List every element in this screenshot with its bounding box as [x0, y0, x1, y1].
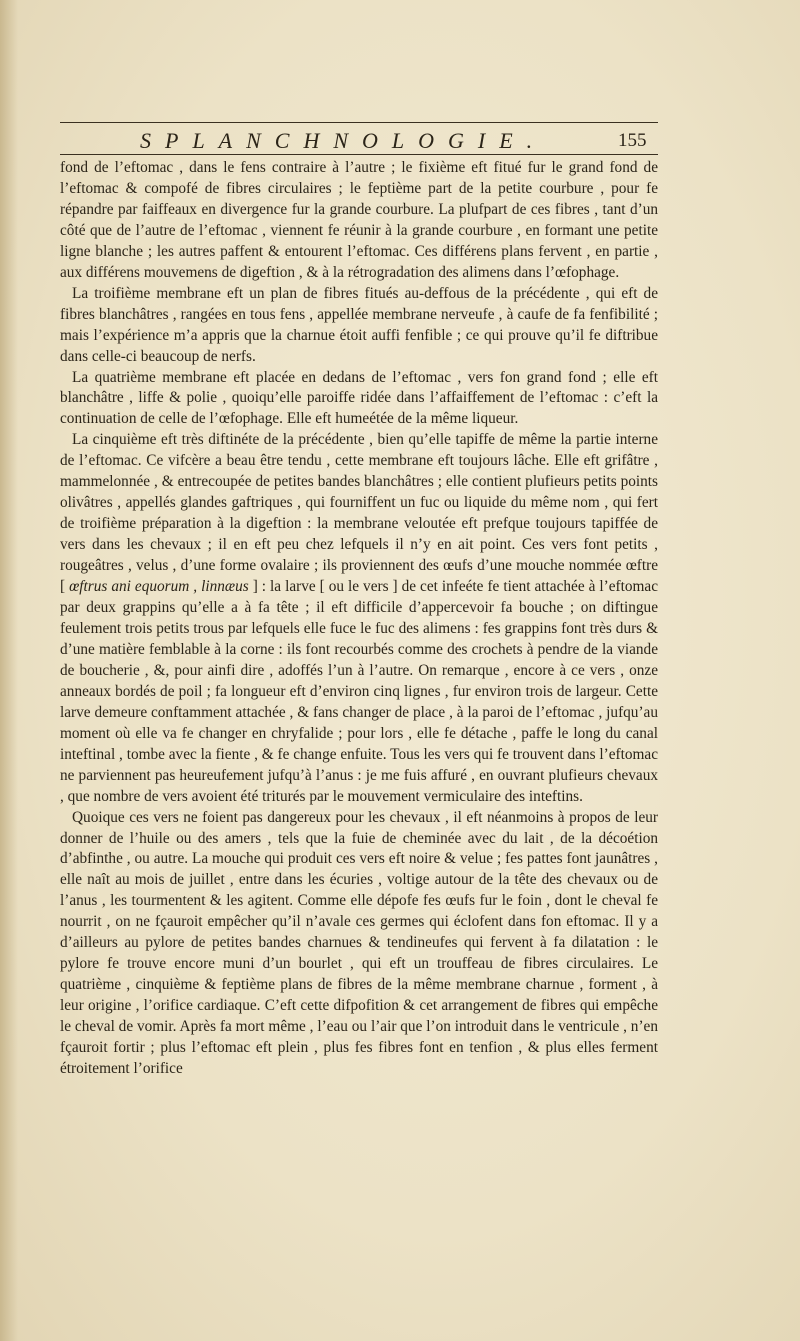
paragraph-4-part-1: La cinquième eft très diftinéte de la précédente , bien qu’elle tapiffe de même la partie interne de l’eftomac. Ce vifcère a beau être tendu , cette membrane eft toujours lâche. Elle eft grifâtre , mammelonnée , & entrecoupée de petites bandes blanchâtres ; elle contient plufieurs petits points olivâtres , appellés glandes gaftriques , qui fourniffent un fuc ou liquide du même nom , qui fert de troifième préparation à la digeftion : la membrane veloutée eft prefque toujours tapiffée de vers dans les chevaux ; il en eft peu chez lefquels il n’y en ait point. Ces vers font petits , rougeâtres , velus , d’une forme ovalaire ; ils proviennent des œufs d’une mouche nommée œftre [	[60, 431, 658, 596]
paragraph-4-part-2: ] : la larve [ ou le vers ] de cet infeéte fe tient attachée à l’eftomac par deux grappins qu’elle a à fa tête ; il eft difficile d’appercevoir fa bouche ; on diftingue feulement trois petits trous par lefquels elle fuce le fuc des alimens : fes grappins font très durs & d’une matière femblable à la corne : ils font recourbés comme des crochets à pendre de la viande de boucherie , &, pour ainfi dire , adoffés l’un à l’autre. On remarque , encore à ce vers , onze anneaux bordés de poil ; fa longueur eft d’environ cinq lignes , fur environ trois de largeur. Cette larve demeure conftamment attachée , & fans changer de place , à la paroi de l’eftomac , jufqu’au moment où elle va fe changer en chryfalide ; pour lors , elle fe détache , paffe le long du canal inteftinal , tombe avec la fiente , & fe change enfuite. Tous les vers qui fe trouvent dans l’eftomac ne parviennent pas heureufement jufqu’à l’anus : je me fuis affuré , en ouvrant plufieurs chevaux , que nombre de vers avoient été triturés par le mouvement vermiculaire des inteftins.	[60, 578, 658, 805]
paragraph-2: La troifième membrane eft un plan de fibres fitués au-deffous de la précédente , qui eft de fibres blanchâtres , rangées en tous fens , appellée membrane nerveufe , à caufe de fa fenfibilité ; mais l’expérience m’a appris que la charnue étoit auffi fenfible ; ce qui prouve qu’il fe diftribue dans celle-ci beaucoup de nerfs.	[60, 284, 658, 365]
running-head-title: SPLANCHNOLOGIE.	[140, 128, 547, 153]
header-rule-top	[60, 122, 658, 123]
paragraph-5: Quoique ces vers ne foient pas dangereux pour les chevaux , il eft néanmoins à propos de leur donner de l’huile ou des amers , tels que la fuie de cheminée avec du lait , de la décoétion d’abfinthe , ou autre. La mouche qui produit ces vers eft noire & velue ; fes pattes font jaunâtres , elle naît au mois de juillet , entre dans les écuries , voltige autour de la tête des chevaux ou de l’anus , les tourmentent & les agitent. Comme elle dépofe fes œufs fur le foin , dont le cheval fe nourrit , on ne fçauroit empêcher qu’il n’avale ces germes qui éclofent dans fon eftomac. Il y a d’ailleurs au pylore de petites bandes charnues & tendineufes qui fervent à fa dilatation : le pylore fe trouve encore muni d’un bourlet , qui eft un trouffeau de fibres circulaires. Le quatrième , cinquième & feptième plans de fibres de la même membrane charnue , forment , à leur origine , l’orifice cardiaque. C’eft cette difpofition & cet arrangement de fibres qui empêche le cheval de vomir. Après fa mort même , l’eau ou l’air que l’on introduit dans le ventricule , n’en fçauroit fortir ; plus l’eftomac eft plein , plus fes fibres font en tenfion , & plus elles ferment étroitement l’orifice	[60, 808, 658, 1077]
page-number: 155	[618, 130, 647, 151]
gutter-shadow	[0, 0, 18, 1341]
paragraph-4	[60, 430, 658, 807]
paragraph-3: La quatrième membrane eft placée en dedans de l’eftomac , vers fon grand fond ; elle eft blanchâtre , liffe & polie , quoiqu’elle paroiffe ridée dans l’affaiffement de l’eftomac : c’eft la continuation de celle de l’œfophage. Elle eft humeétée de la même liqueur.	[60, 368, 658, 428]
body-text	[60, 158, 658, 1080]
header-rule-bottom	[60, 154, 658, 155]
species-name: œftrus ani equorum , linnæus	[69, 578, 249, 596]
paragraph-1: fond de l’eftomac , dans le fens contraire à l’autre ; le fixième eft fitué fur le grand fond de l’eftomac & compofé de fibres circulaires ; le feptième part de la petite courbure , pour fe répandre par faiffeaux en divergence fur la grande courbure. La plufpart de ces fibres , tant d’un côté que de l’autre de l’eftomac , viennent fe réunir à la grande courbure , en formant une petite ligne blanche ; les autres paffent & entourent l’eftomac. Ces différens plans fervent , en partie , aux différens mouvemens de digeftion , & à la rétrogradation des alimens dans l’œfophage.	[60, 159, 658, 281]
